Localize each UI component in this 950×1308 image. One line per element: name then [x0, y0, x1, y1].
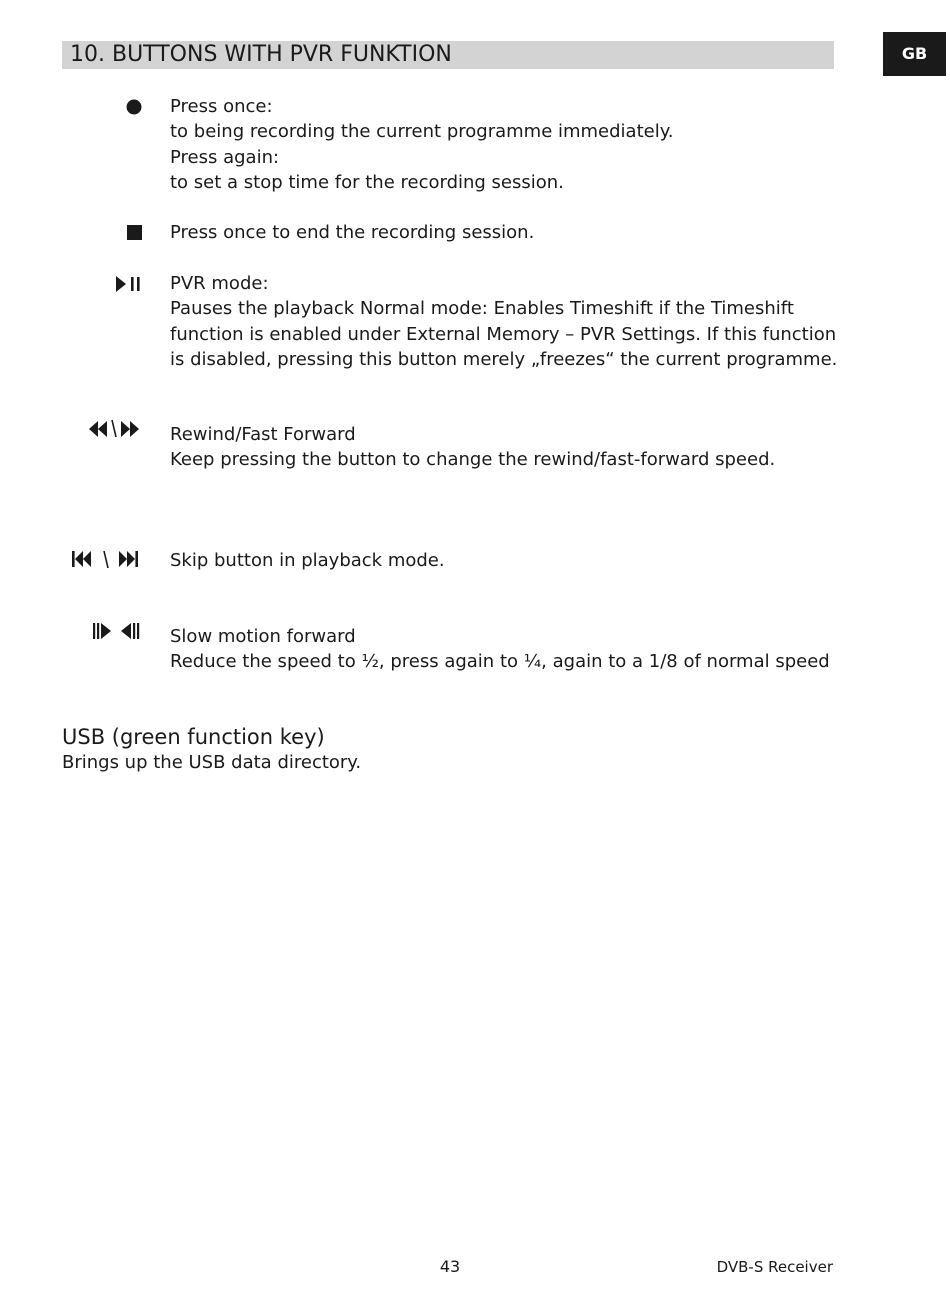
entry-text-line: Skip button in playback mode.	[170, 550, 445, 571]
play-pause-icon	[110, 271, 142, 296]
record-icon	[118, 94, 142, 119]
rewind-fast-forward-icon	[80, 416, 142, 441]
entry-text-line: Press again:	[170, 146, 280, 168]
entry-text-line: Rewind/Fast Forward	[170, 424, 356, 445]
slow-motion-icon	[86, 618, 142, 643]
usb-description: Brings up the USB data directory.	[62, 752, 362, 773]
usb-heading: USB (green function key)	[62, 725, 325, 749]
entry-text-line: Reduce the speed to ½, press again to ¼, again to a 1/8 of normal speed	[170, 651, 830, 673]
stop-icon	[118, 220, 142, 245]
skip-previous-next-icon	[66, 546, 142, 571]
section-title: 10. BUTTONS WITH PVR FUNKTION	[70, 42, 452, 67]
entry-text-line: Keep pressing the button to change the rewind/fast-forward speed.	[170, 449, 776, 471]
entry-text-line: to set a stop time for the recording session.	[170, 171, 564, 193]
footer-product-name: DVB-S Receiver	[716, 1258, 833, 1276]
section-header-bar	[62, 41, 834, 69]
entry-text-line: Slow motion forward	[170, 626, 356, 647]
entry-text-line: function is enabled under External Memory – PVR Settings. If this function	[170, 323, 837, 345]
entry-text-line: is disabled, pressing this button merely „freezes“ the current programme.	[170, 348, 838, 370]
entry-text-line: Press once to end the recording session.	[170, 222, 535, 243]
entry-text-line: PVR mode:	[170, 273, 269, 294]
page-number: 43	[439, 1257, 461, 1276]
language-tab: GB	[883, 32, 946, 76]
entry-text-line: to being recording the current programme immediately.	[170, 121, 674, 143]
entry-text-line: Pauses the playback Normal mode: Enables Timeshift if the Timeshift	[170, 298, 794, 320]
entry-text-line: Press once:	[170, 96, 273, 117]
